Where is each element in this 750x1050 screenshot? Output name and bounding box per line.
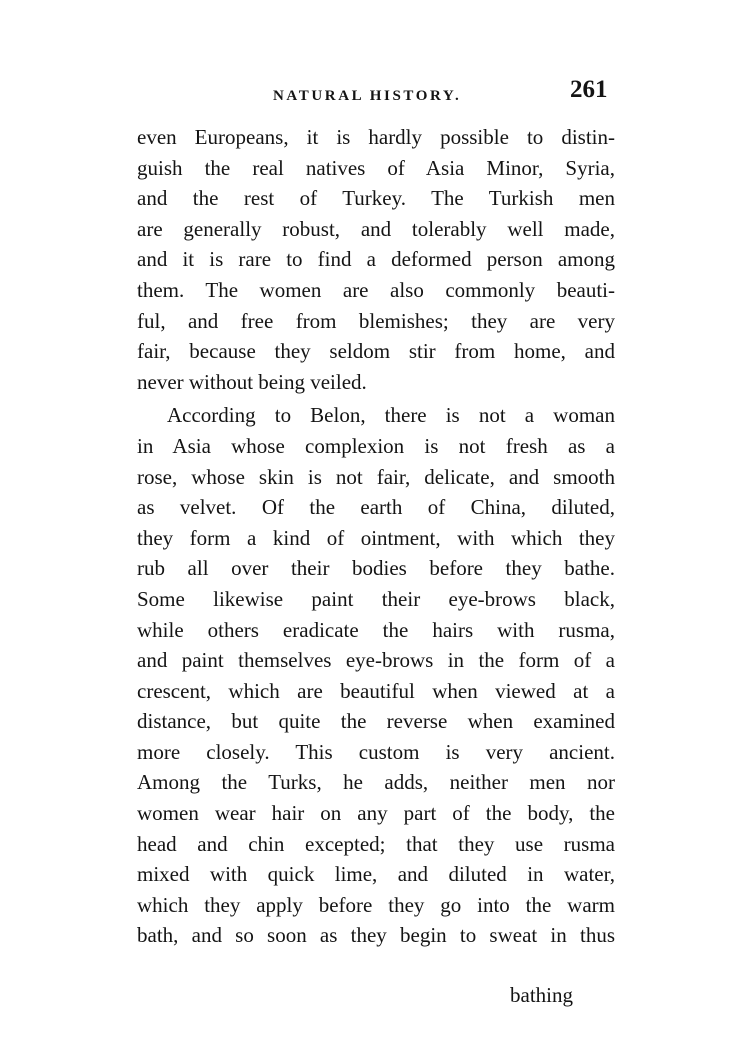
text-line: are generally robust, and tolerably well made, [137, 216, 615, 241]
text-line: while others eradicate the hairs with rusma, [137, 617, 615, 642]
text-line: which they apply before they go into the warm [137, 892, 615, 917]
text-line: they form a kind of ointment, with which they [137, 525, 615, 550]
text-line: more closely. This custom is very ancient. [137, 739, 615, 764]
text-line: even Europeans, it is hardly possible to distin- [137, 125, 615, 149]
text-line: crescent, which are beautiful when viewed at a [137, 678, 615, 703]
body-text [137, 122, 615, 951]
paragraph-2 [137, 400, 615, 951]
text-line: head and chin excepted; that they use rusma [137, 831, 615, 856]
text-line: and paint themselves eye-brows in the form of a [137, 648, 615, 673]
text-line: in Asia whose complexion is not fresh as a [137, 433, 615, 458]
text-line: bath, and so soon as they begin to sweat in thus [137, 923, 615, 948]
text-line: Among the Turks, he adds, neither men nor [137, 770, 615, 795]
text-line: mixed with quick lime, and diluted in water, [137, 862, 615, 887]
paragraph-1 [137, 122, 615, 397]
text-line: never without being veiled. [137, 369, 367, 394]
catchword: bathing [510, 983, 573, 1007]
text-line: fair, because they seldom stir from home, and [137, 339, 615, 364]
text-line: them. The women are also commonly beauti- [137, 277, 615, 302]
text-line: rub all over their bodies before they bathe. [137, 556, 615, 581]
text-line: distance, but quite the reverse when examined [137, 709, 615, 734]
text-line: as velvet. Of the earth of China, diluted, [137, 495, 615, 520]
text-line: rose, whose skin is not fair, delicate, and smooth [137, 464, 615, 489]
running-head: NATURAL HISTORY. [273, 88, 462, 104]
text-line: and it is rare to find a deformed person among [137, 247, 615, 272]
text-line: and the rest of Turkey. The Turkish men [137, 186, 615, 211]
text-line: women wear hair on any part of the body, the [137, 801, 615, 826]
page-number: 261 [570, 76, 608, 103]
text-line: Some likewise paint their eye-brows black, [137, 586, 615, 611]
text-line: guish the real natives of Asia Minor, Syria, [137, 155, 615, 180]
text-line: ful, and free from blemishes; they are very [137, 308, 615, 333]
text-line: According to Belon, there is not a woman [167, 403, 615, 428]
